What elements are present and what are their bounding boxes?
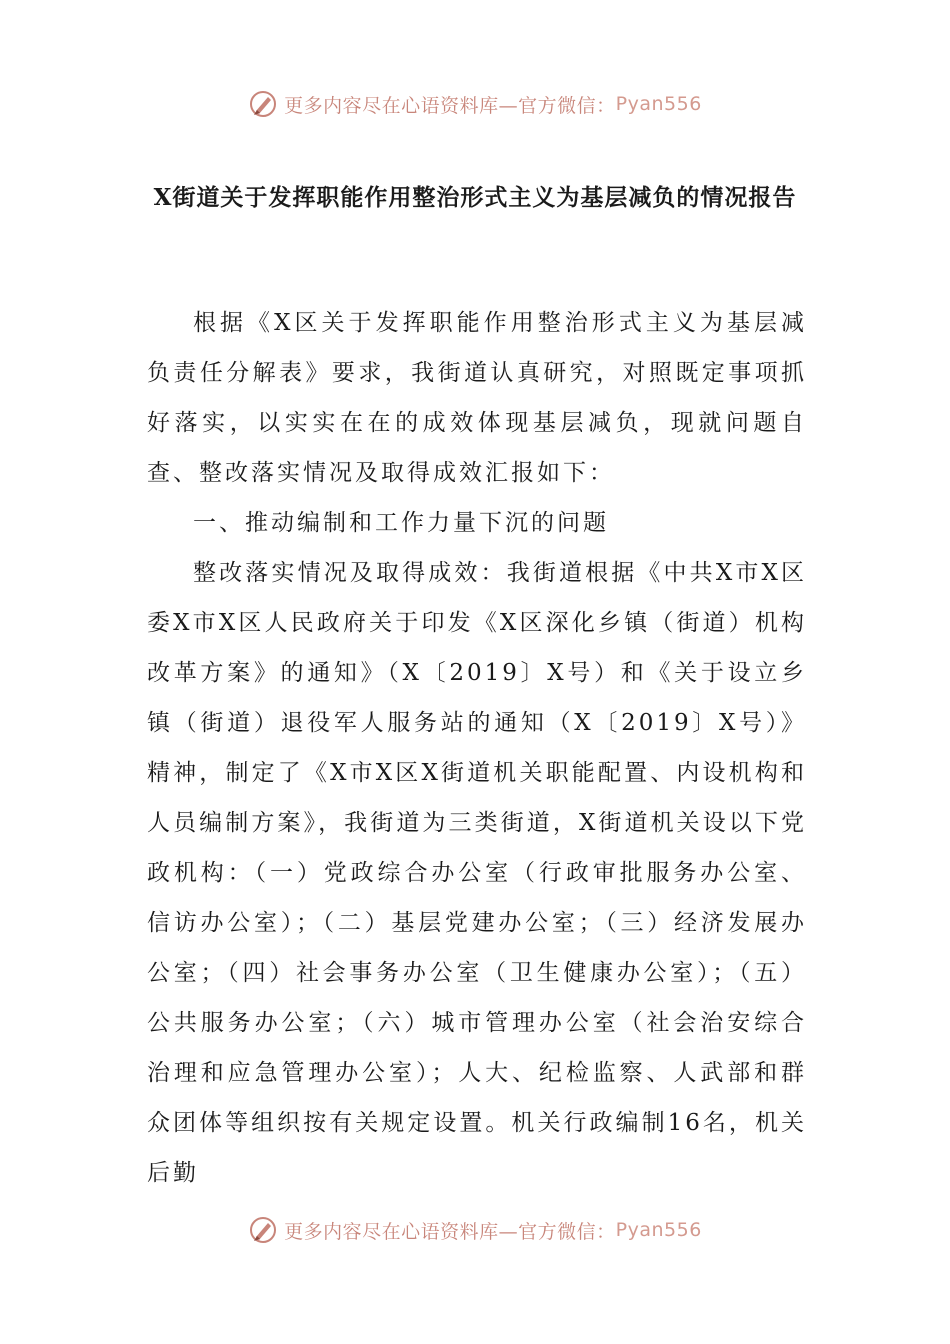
watermark-header bbox=[0, 84, 950, 124]
pen-circle-icon bbox=[248, 1215, 278, 1245]
document-title: X街道关于发挥职能作用整治形式主义为基层减负的情况报告 bbox=[153, 184, 797, 211]
watermark-wechat-id: Pyan556 bbox=[615, 1219, 702, 1241]
watermark-text: 更多内容尽在心语资料库—官方微信： bbox=[284, 94, 616, 117]
watermark-footer bbox=[0, 1210, 950, 1250]
watermark-wechat-id: Pyan556 bbox=[615, 93, 702, 115]
watermark-text: 更多内容尽在心语资料库—官方微信： bbox=[284, 1220, 616, 1243]
document-body bbox=[147, 298, 807, 1198]
section-heading: 一、推动编制和工作力量下沉的问题 bbox=[193, 510, 609, 536]
pen-circle-icon bbox=[248, 89, 278, 119]
paragraph-intro: 根据《X区关于发挥职能作用整治形式主义为基层减负责任分解表》要求，我街道认真研究，对照既定事项抓好落实，以实实在在的成效体现基层减负，现就问题自查、整改落实情况及取得成效汇报如下： bbox=[147, 310, 807, 486]
paragraph-rectification: 整改落实情况及取得成效：我街道根据《中共X市X区委X市X区人民政府关于印发《X区深化乡镇（街道）机构改革方案》的通知》（X〔2019〕X号）和《关于设立乡镇（街道）退役军人服务站的通知（X〔2019〕X号）》精神，制定了《X市X区X街道机关职能配置、内设机构和人员编制方案》，我街道为三类街道，X街道机关设以下党政机构：（一）党政综合办公室（行政审批服务办公室、信访办公室）；（二）基层党建办公室；（三）经济发展办公室；（四）社会事务办公室（卫生健康办公室）；（五）公共服务办公室；（六）城市管理办公室（社会治安综合治理和应急管理办公室）；人大、纪检监察、人武部和群众团体等组织按有关规定设置。机关行政编制16名，机关后勤 bbox=[147, 560, 807, 1186]
